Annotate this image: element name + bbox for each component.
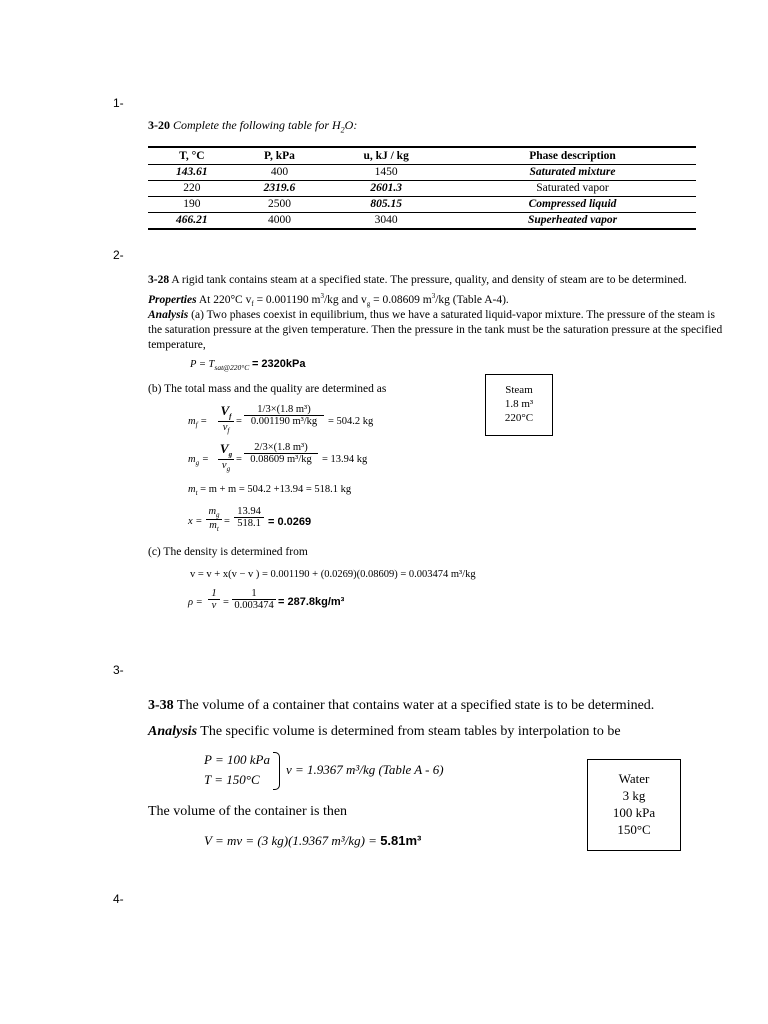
analysis-3-38: Analysis The specific volume is determined from steam tables by interpolation to be	[148, 724, 621, 739]
table-row: 466.21 4000 3040 Superheated vapor	[148, 213, 696, 230]
pressure-equation: $P = T_{sat@220^\circ C} = 2320kPa$	[190, 358, 306, 373]
volume-equation: V = mv = (3 kg)(1.9367 m³/kg) = 5.81m³	[204, 833, 422, 848]
problem-3-20-title: 3-20 Complete the following table for $H_2O$:	[148, 118, 358, 135]
col-header-p: P, kPa	[236, 147, 324, 165]
mt-equation: $m_t = m + m = 504.2 +13.94 = 518.1$ kg	[188, 484, 352, 498]
problem-3-38-intro: 3-38 The volume of a container that contains water at a specified state is to be determined.	[148, 698, 655, 713]
rho-result: = 287.8kg/m³	[278, 596, 345, 608]
mg-lhs: $m_g$ =	[188, 454, 209, 468]
water-container-box: Water 3 kg 100 kPa 150°C	[587, 759, 681, 851]
volume-text: The volume of the container is then	[148, 804, 348, 819]
table-row: 143.61 400 1450 Saturated mixture	[148, 165, 696, 181]
analysis-line-1: Analysis (a) Two phases coexist in equilibrium, thus we have a saturated liquid-vapor mixture. The pressure of the steam is	[148, 309, 715, 321]
mg-result: = 13.94 kg	[322, 454, 368, 465]
analysis-line-2: the saturation pressure at the given temperature. Then the pressure in the tank must be the saturation pressure at the specified	[148, 324, 723, 336]
part-c-text: (c) The density is determined from	[148, 546, 308, 558]
table-row: 190 2500 805.15 Compressed liquid	[148, 197, 696, 213]
part-b-text: (b) The total mass and the quality are determined as	[148, 383, 387, 395]
analysis-line-3: temperature,	[148, 339, 206, 351]
mf-frac-1: $V_f$ $v_f$	[218, 403, 234, 435]
mf-frac-2: $\frac{\text{1/3×(1.8 m³)}}{\text{0.001190 m³/kg}}$	[244, 404, 324, 427]
pressure-condition: P = 100 kPa	[204, 752, 270, 767]
rho-frac-1: $\frac{1}{v}$	[208, 588, 220, 611]
col-header-u: u, kJ / kg	[323, 147, 449, 165]
steam-tank-box: Steam 1.8 m³ 220°C	[485, 374, 553, 436]
item-number-3: 3-	[113, 663, 124, 677]
x-frac-1: $\frac{m_g}{m_t}$	[206, 506, 222, 533]
specific-volume-equation: v = v + x(v − v ) = 0.001190 + (0.0269)(0.08609) = 0.003474 m³/kg	[190, 569, 476, 580]
col-header-t: T, °C	[148, 147, 236, 165]
x-result: = 0.0269	[268, 516, 312, 528]
problem-3-28-intro: 3-28 A rigid tank contains steam at a specified state. The pressure, quality, and density of steam are to be determined.	[148, 274, 687, 286]
mg-frac-2: $\frac{\text{2/3×(1.8 m³)}}{\text{0.08609 m³/kg}}$	[244, 442, 318, 465]
item-number-2: 2-	[113, 248, 124, 262]
item-number-4: 4-	[113, 892, 124, 906]
col-header-phase: Phase description	[449, 147, 696, 165]
rho-frac-2: $\frac{1}{0.003474}$	[232, 588, 276, 611]
h2o-property-table	[148, 146, 696, 230]
x-lhs: x =	[188, 516, 203, 527]
mf-lhs: $m_f$ =	[188, 416, 208, 430]
x-frac-2: $\frac{13.94}{518.1}$	[234, 506, 264, 529]
item-number-1: 1-	[113, 96, 124, 110]
mf-result: = 504.2 kg	[328, 416, 374, 427]
table-row: 220 2319.6 2601.3 Saturated vapor	[148, 181, 696, 197]
rho-lhs: ρ =	[188, 597, 203, 608]
temperature-condition: T = 150°C	[204, 772, 260, 787]
properties-line: Properties At 220°C $v_f = 0.001190$ $m^3/kg$ and $v_g = 0.08609$ $m^3/kg$ (Table A-4).	[148, 292, 509, 309]
mg-frac-1: $V_g$ $v_g$	[219, 441, 233, 473]
brace	[273, 752, 280, 790]
specific-volume-result: v = 1.9367 m³/kg (Table A - 6)	[286, 762, 444, 777]
